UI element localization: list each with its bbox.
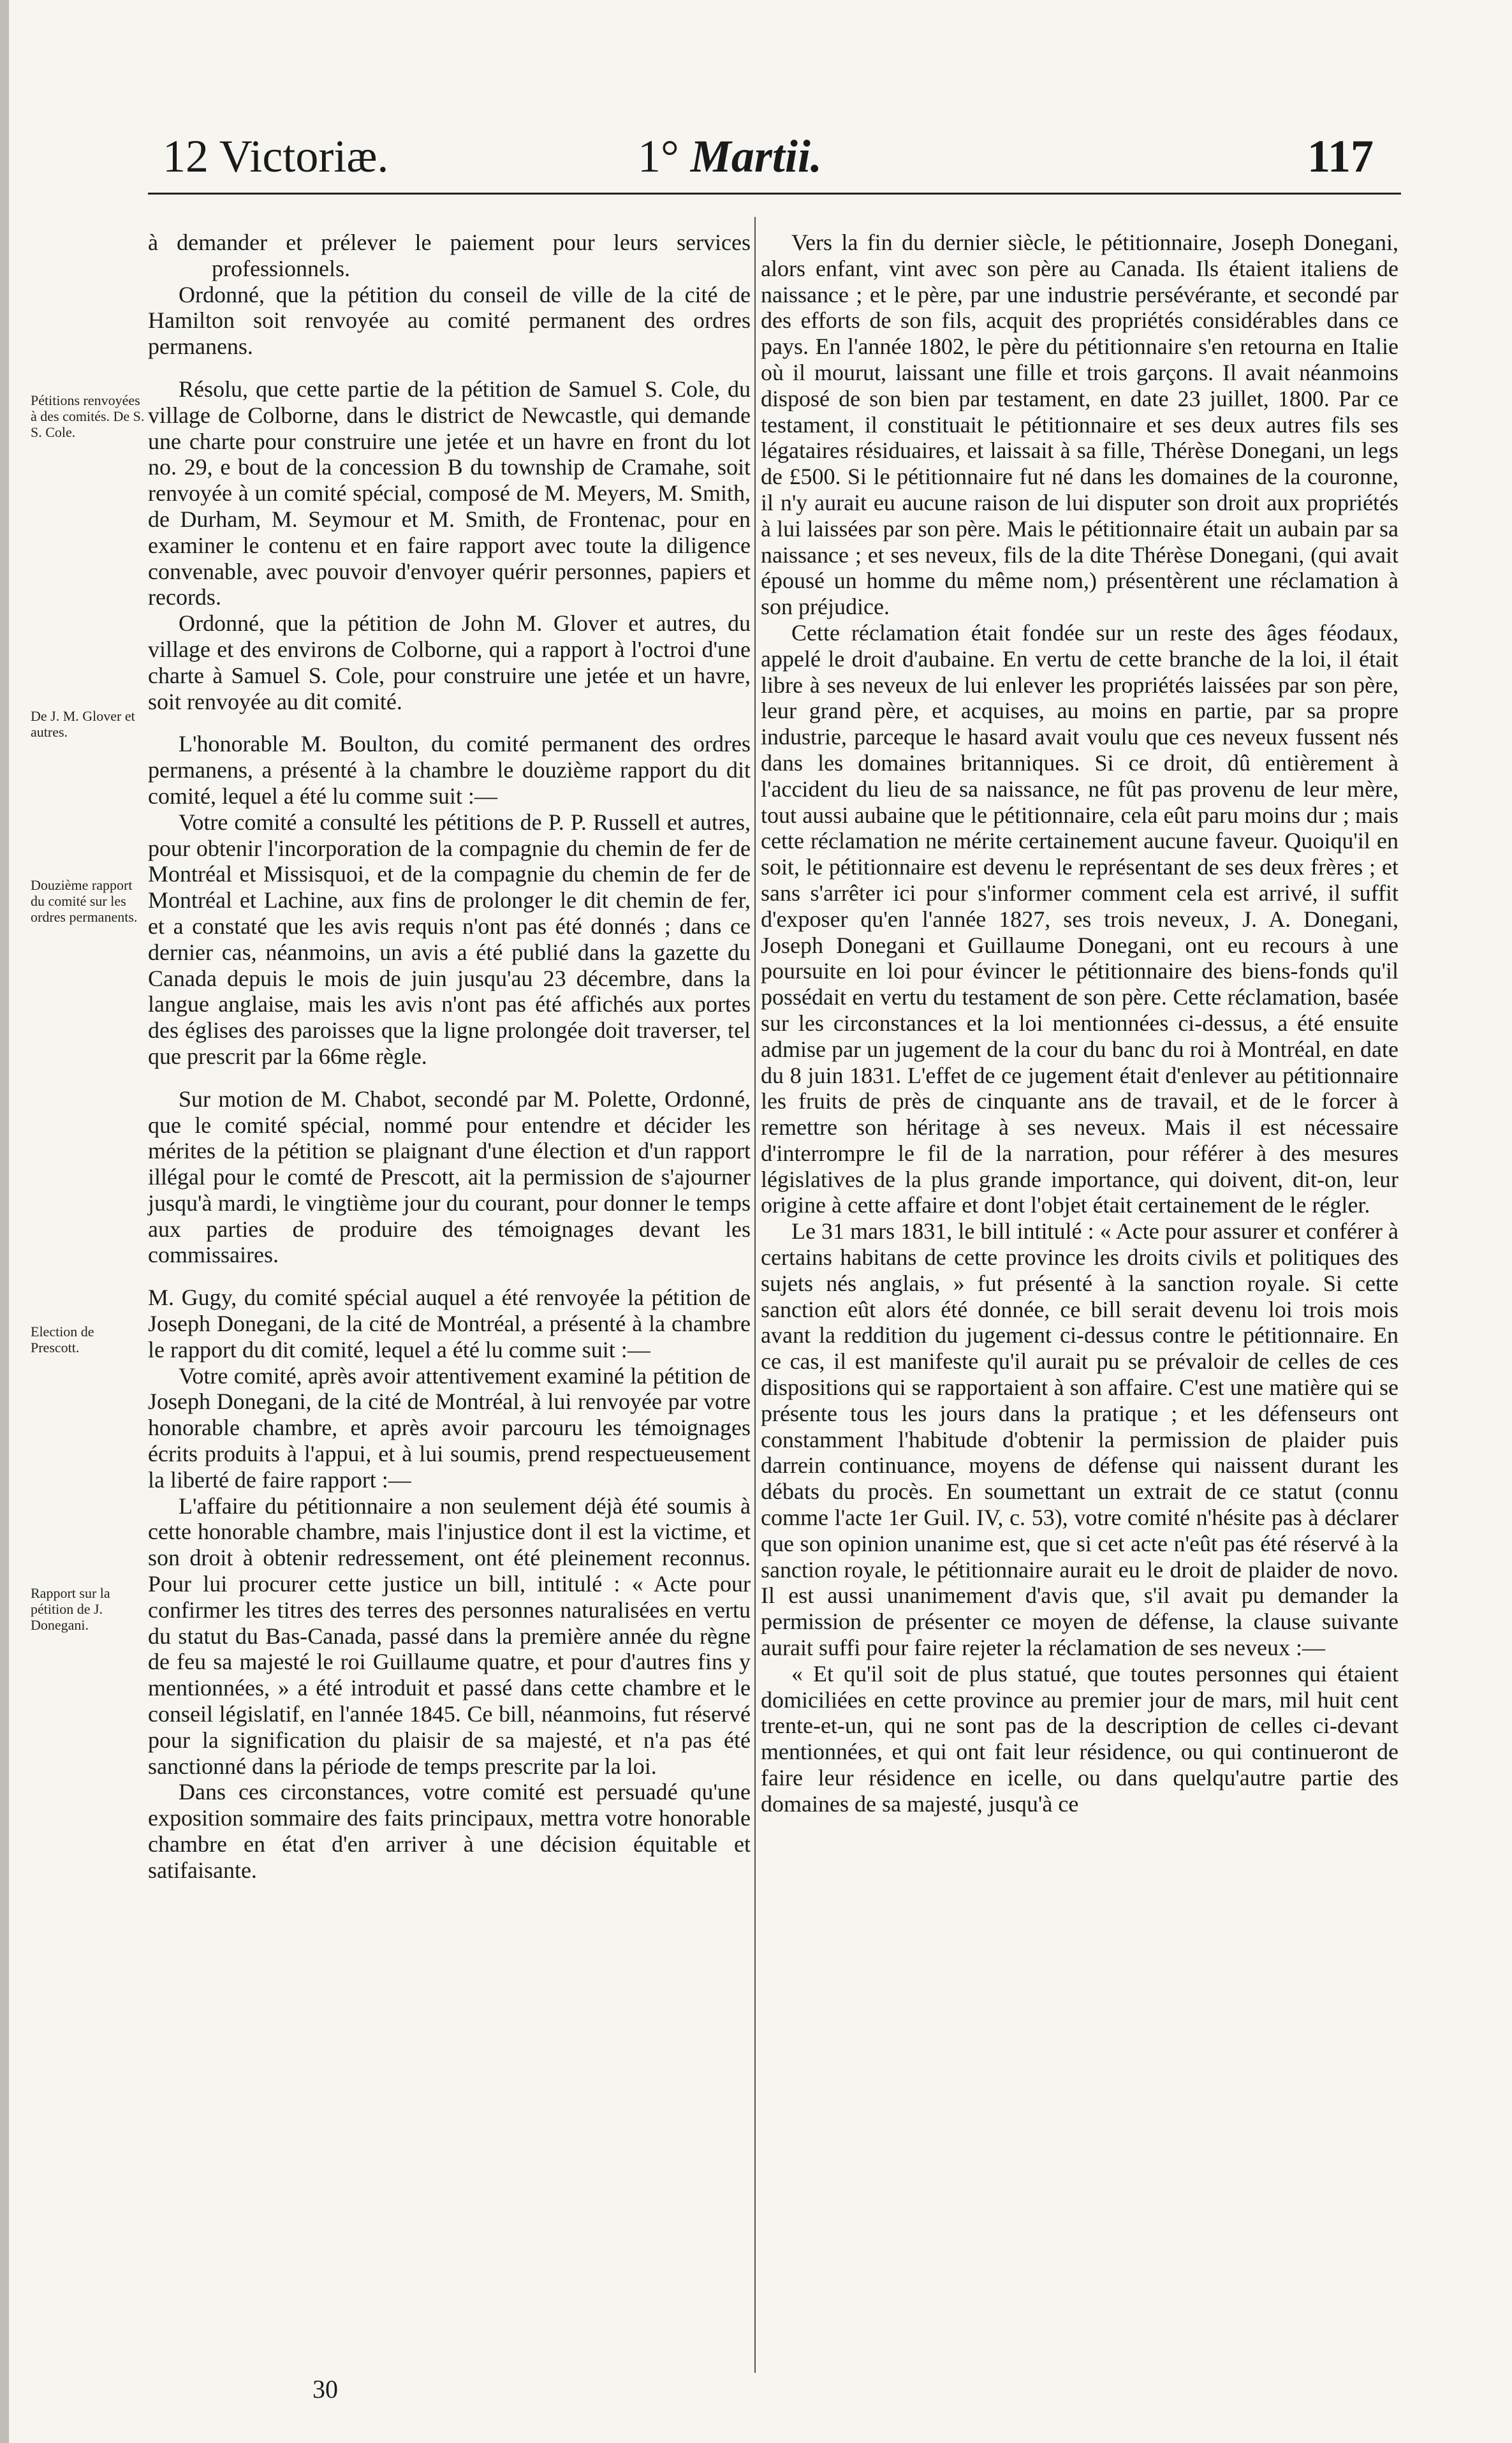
- paragraph: Vers la fin du dernier siècle, le pétitionnaire, Joseph Donegani, alors enfant, vint avec son père au Canada. Ils étaient italiens de naissance ; et le père, par une industrie persévérante, et secondé par des efforts de son fils, acquit des propriétés considérables dans ce pays. En l'année 1802, le père du pétitionnaire s'en retourna en Italie où il mourut, laissant une fille et trois garçons. Il avait néanmoins disposé de son bien par testament, en date 23 juillet, 1800. Par ce testament, il constituait le pétitionnaire et ses deux autres fils ses légataires résiduaires, et laissait à sa fille, Thérèse Donegani, un legs de £500. Si le pétitionnaire fut né dans les domaines de la couronne, il n'y aurait eu aucune raison de lui disputer son droit aux propriétés à lui laissées par son père. Mais le pétitionnaire était un aubain par sa naissance ; et ses neveux, fils de la dite Thérèse Donegani, (qui avait épousé un homme du même nom,) présentèrent une réclamation à son préjudice.: [761, 230, 1398, 620]
- right-column: [761, 230, 1398, 1817]
- scan-edge: [0, 0, 9, 2443]
- margin-note: Douzième rapport du comité sur les ordres permanents.: [31, 877, 138, 925]
- paragraph: Cette réclamation était fondée sur un reste des âges féodaux, appelé le droit d'aubaine. En vertu de cette branche de la loi, il était libre à ses neveux de lui enlever les propriétés laissées par son père, leur grand père, et acquises, au moins en partie, par sa propre industrie, parceque le hasard avait voulu que ces neveux fussent nés dans les domaines britanniques. Si ce droit, dû entièrement à l'accident du lieu de sa naissance, ne fût pas provenu de leur mère, tout aussi aubaine que le pétitionnaire, cela eût paru moins dur ; mais cette réclamation ne mérite certainement aucune faveur. Quoiqu'il en soit, le pétitionnaire est devenu le représentant de ses deux frères ; et sans s'arrêter ici pour s'informer comment cela est arrivé, il suffit d'exposer qu'en l'année 1827, ses trois neveux, J. A. Donegani, Joseph Donegani et Guillaume Donegani, ont eu recours à une poursuite en loi pour évincer le pétitionnaire des biens-fonds qu'il possédait en vertu du testament de son père. Cette réclamation, basée sur les circonstances et la loi mentionnées ci-dessus, a été ensuite admise par un jugement de la cour du banc du roi à Montréal, en date du 8 juin 1831. L'effet de ce jugement était d'enlever au pétitionnaire les fruits de près de cinquante ans de travail, et de le forcer à remettre son héritage à ses neveux. Mais il est nécessaire d'interrompre le fil de la narration, pour référer à des mesures législatives de la plus grande importance, qui doivent, dit-on, leur origine à cette affaire et dont l'objet était certainement de le régler.: [761, 619, 1398, 1218]
- paragraph: Le 31 mars 1831, le bill intitulé : « Acte pour assurer et conférer à certains habitans de cette province les droits civils et politiques des sujets nés anglais, » fut présenté à la sanction royale. Si cette sanction eût alors été donnée, ce bill serait devenu loi trois mois avant la reddition du jugement ci-dessus contre le pétitionnaire. En ce cas, il est manifeste qu'il aurait pu se prévaloir de celles de ces dispositions qui se rapportaient à son affaire. C'est une matière qui se présente tous les jours dans la pratique ; et les défenseurs ont constamment l'habitude d'obtenir la permission de plaider puis darrein continuance, moyens de défense qui naissent durant les débats du procès. En soumettant un extrait de ce statut (connu comme l'acte 1er Guil. IV, c. 53), votre comité n'hésite pas à déclarer que son opinion unanime est, que si cet acte n'eût pas été réservé à la sanction royale, le pétitionnaire aurait eu le droit de plaider de novo. Il est aussi unanimement d'avis que, s'il avait pu demander la permission de présenter ce moyen de défense, la clause suivante aurait suffi pour faire rejeter la réclamation de ses neveux :—: [761, 1218, 1398, 1661]
- page-number: 117: [1307, 131, 1374, 182]
- running-header: [0, 121, 1512, 191]
- paragraph: M. Gugy, du comité spécial auquel a été renvoyée la pétition de Joseph Donegani, de la cité de Montréal, a présenté à la chambre le rapport du dit comité, lequel a été lu comme suit :—: [148, 1285, 751, 1362]
- paragraph: L'honorable M. Boulton, du comité permanent des ordres permanens, a présenté à la chambre le douzième rapport du dit comité, lequel a été lu comme suit :—: [148, 731, 751, 809]
- signature-mark: 30: [312, 2375, 338, 2403]
- paragraph: Sur motion de M. Chabot, secondé par M. Polette, Ordonné, que le comité spécial, nommé pour entendre et décider les mérites de la pétition se plaignant d'une élection et d'un rapport illégal pour le comté de Prescott, ait la permission de s'ajourner jusqu'à mardi, le vingtième jour du courant, pour donner le temps aux parties de produire des témoignages devant les commissaires.: [148, 1086, 751, 1268]
- header-rule: [148, 193, 1401, 195]
- margin-note: Rapport sur la pétition de J. Donegani.: [31, 1585, 110, 1633]
- margin-note: De J. M. Glover et autres.: [31, 708, 135, 740]
- session-date: 1° Martii.: [638, 131, 822, 182]
- left-column: [148, 230, 751, 1884]
- regnal-year: 12 Victoriæ.: [163, 131, 389, 182]
- margin-note: Election de Prescott.: [31, 1324, 94, 1355]
- paragraph: Résolu, que cette partie de la pétition de Samuel S. Cole, du village de Colborne, dans le district de Newcastle, qui demande une charte pour construire une jetée et un havre en front du lot no. 29, e bout de la concession B du township de Cramahe, soit renvoyée à un comité spécial, composé de M. Meyers, M. Smith, de Durham, M. Seymour et M. Smith, de Frontenac, pour en examiner le contenu et en faire rapport avec toute la diligence convenable, avec pouvoir d'envoyer quérir personnes, papiers et records.: [148, 376, 751, 610]
- paragraph: « Et qu'il soit de plus statué, que toutes personnes qui étaient domiciliées en cette province au premier jour de mars, mil huit cent trente-et-un, qui ne sont pas de la description de celles ci-devant mentionnées, et qui ont fait leur résidence, ou qui continueront de faire leur résidence en icelle, ou dans quelqu'autre partie des domaines de sa majesté, jusqu'à ce: [761, 1660, 1398, 1817]
- paragraph: Ordonné, que la pétition de John M. Glover et autres, du village et des environs de Colborne, qui a rapport à l'octroi d'une charte à Samuel S. Cole, pour construire une jetée et un havre, soit renvoyée au dit comité.: [148, 610, 751, 714]
- column-divider: [754, 217, 756, 2373]
- margin-note: Pétitions renvoyées à des comités. De S. S. Cole.: [31, 392, 145, 440]
- paragraph: Dans ces circonstances, votre comité est persuadé qu'une exposition sommaire des faits principaux, mettra votre honorable chambre en état d'en arriver à une décision équitable et satifaisante.: [148, 1779, 751, 1883]
- paragraph: Ordonné, que la pétition du conseil de ville de la cité de Hamilton soit renvoyée au comité permanent des ordres permanens.: [148, 281, 751, 360]
- paragraph: L'affaire du pétitionnaire a non seulement déjà été soumis à cette honorable chambre, mais l'injustice dont il est la victime, et son droit à obtenir redressement, ont été pleinement reconnus. Pour lui procurer cette justice un bill, intitulé : « Acte pour confirmer les titres des terres des personnes naturalisées en vertu du statut du Bas-Canada, passé dans la première année du règne de feu sa majesté le roi Guillaume quatre, et pour d'autres fins y mentionnées, » a été introduit et passé dans cette chambre et le conseil législatif, en l'année 1845. Ce bill, néanmoins, fut réservé pour la signification du plaisir de sa majesté, et n'a pas été sanctionné dans la période de temps prescrite par la loi.: [148, 1493, 751, 1779]
- paragraph: à demander et prélever le paiement pour leurs services professionnels.: [148, 230, 751, 281]
- paragraph: Votre comité, après avoir attentivement examiné la pétition de Joseph Donegani, de la cité de Montréal, à lui renvoyée par votre honorable chambre, et après avoir parcouru les témoignages écrits produits à l'appui, et à lui soumis, prend respectueusement la liberté de faire rapport :—: [148, 1362, 751, 1493]
- paragraph: Votre comité a consulté les pétitions de P. P. Russell et autres, pour obtenir l'incorporation de la compagnie du chemin de fer de Montréal et Missisquoi, et de la compagnie du chemin de fer de Montréal et Lachine, aux fins de prolonger le dit chemin de fer, et a constaté que les avis requis n'ont pas été donnés ; dans ce dernier cas, néanmoins, un avis a été publié dans la gazette du Canada depuis le mois de juin jusqu'au 23 décembre, dans la langue anglaise, mais les avis n'ont pas été affichés aux portes des églises des paroisses que la ligne prolongée doit traverser, tel que prescrit par la 66me règle.: [148, 809, 751, 1069]
